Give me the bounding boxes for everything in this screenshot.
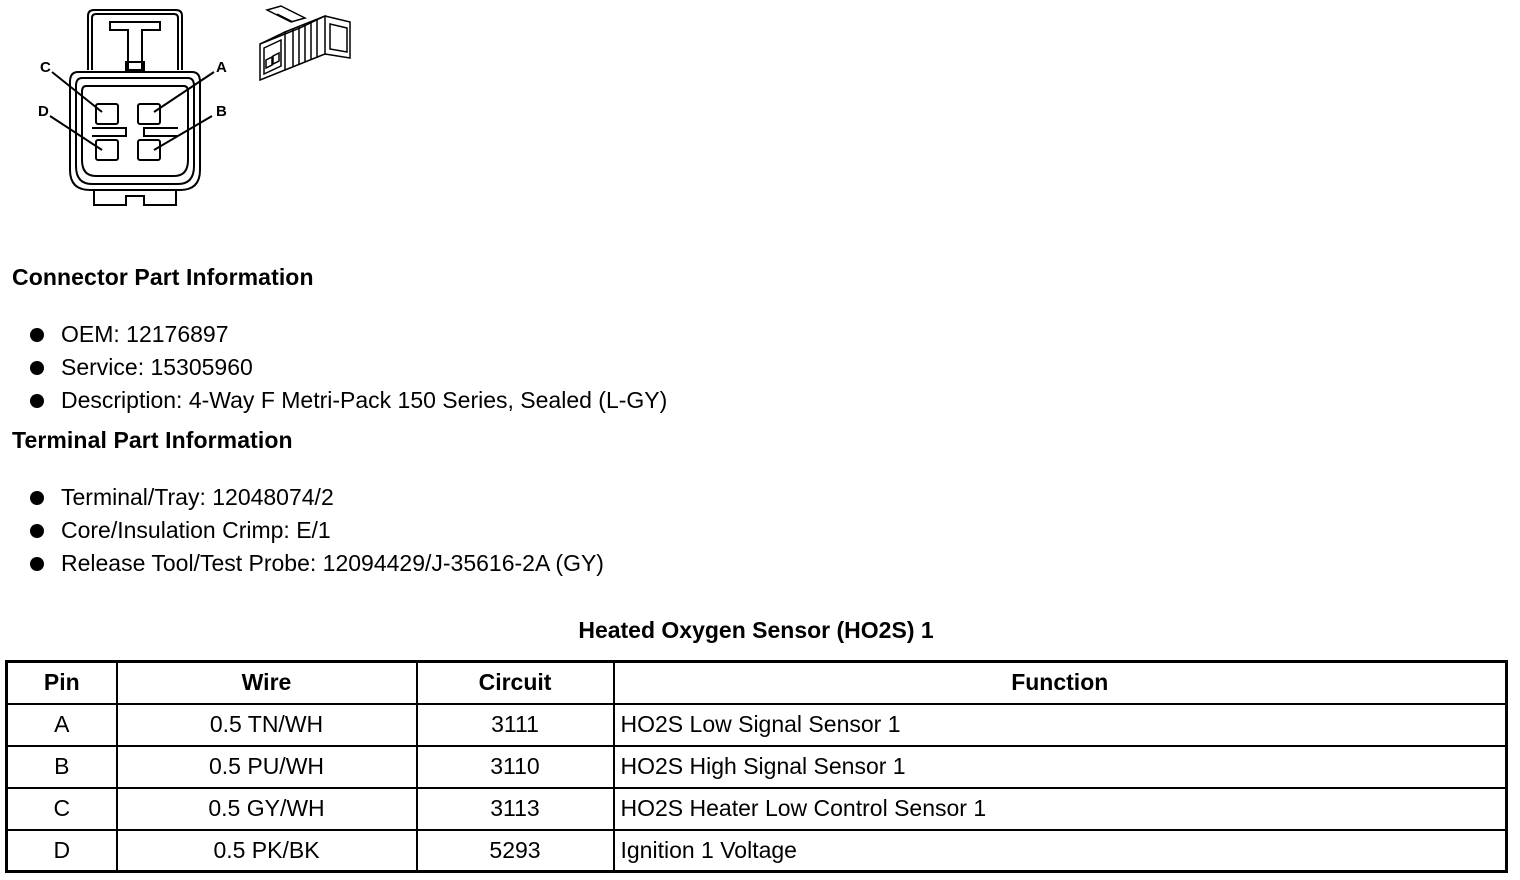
bullet-icon (30, 394, 44, 408)
function-cell: HO2S High Signal Sensor 1 (614, 746, 1507, 788)
connector-part-list (30, 318, 667, 417)
list-item (30, 481, 604, 514)
table-header-row (7, 662, 1507, 704)
wire-cell: 0.5 PK/BK (117, 830, 417, 872)
bullet-icon (30, 491, 44, 505)
pin-cell: D (7, 830, 117, 872)
oem-number: OEM: 12176897 (61, 321, 229, 347)
pin-label-d: D (38, 103, 49, 120)
pin-label-c: C (40, 59, 51, 76)
terminal-tray: Terminal/Tray: 12048074/2 (61, 484, 334, 510)
pin-cell: C (7, 788, 117, 830)
list-item (30, 514, 604, 547)
function-cell: Ignition 1 Voltage (614, 830, 1507, 872)
list-item (30, 547, 604, 580)
wire-cell: 0.5 GY/WH (117, 788, 417, 830)
wire-cell: 0.5 PU/WH (117, 746, 417, 788)
connector-face-diagram (30, 0, 240, 215)
column-header-wire: Wire (117, 662, 417, 704)
list-item (30, 384, 667, 417)
circuit-cell: 3111 (417, 704, 614, 746)
service-number: Service: 15305960 (61, 354, 253, 380)
column-header-pin: Pin (7, 662, 117, 704)
connector-description: Description: 4-Way F Metri-Pack 150 Series, Sealed (L-GY) (61, 387, 668, 413)
table-title: Heated Oxygen Sensor (HO2S) 1 (578, 617, 934, 643)
list-item (30, 351, 667, 384)
pin-table (5, 660, 1508, 873)
pin-cell: A (7, 704, 117, 746)
function-cell: HO2S Low Signal Sensor 1 (614, 704, 1507, 746)
wire-cell: 0.5 TN/WH (117, 704, 417, 746)
bullet-icon (30, 557, 44, 571)
circuit-cell: 3110 (417, 746, 614, 788)
table-row (7, 830, 1507, 872)
bullet-icon (30, 361, 44, 375)
bullet-icon (30, 328, 44, 342)
circuit-cell: 5293 (417, 830, 614, 872)
pin-label-a: A (216, 59, 227, 76)
table-row (7, 704, 1507, 746)
list-item (30, 318, 667, 351)
circuit-cell: 3113 (417, 788, 614, 830)
table-row (7, 746, 1507, 788)
function-cell: HO2S Heater Low Control Sensor 1 (614, 788, 1507, 830)
table-row (7, 788, 1507, 830)
connector-part-heading: Connector Part Information (12, 264, 314, 290)
terminal-part-heading: Terminal Part Information (12, 427, 293, 453)
crimp-info: Core/Insulation Crimp: E/1 (61, 517, 331, 543)
column-header-function: Function (614, 662, 1507, 704)
bullet-icon (30, 524, 44, 538)
connector-thumbnail-image (255, 2, 360, 82)
release-tool: Release Tool/Test Probe: 12094429/J-35616-2A (GY) (61, 550, 604, 576)
terminal-part-list (30, 481, 604, 580)
column-header-circuit: Circuit (417, 662, 614, 704)
pin-label-b: B (216, 103, 227, 120)
pin-cell: B (7, 746, 117, 788)
